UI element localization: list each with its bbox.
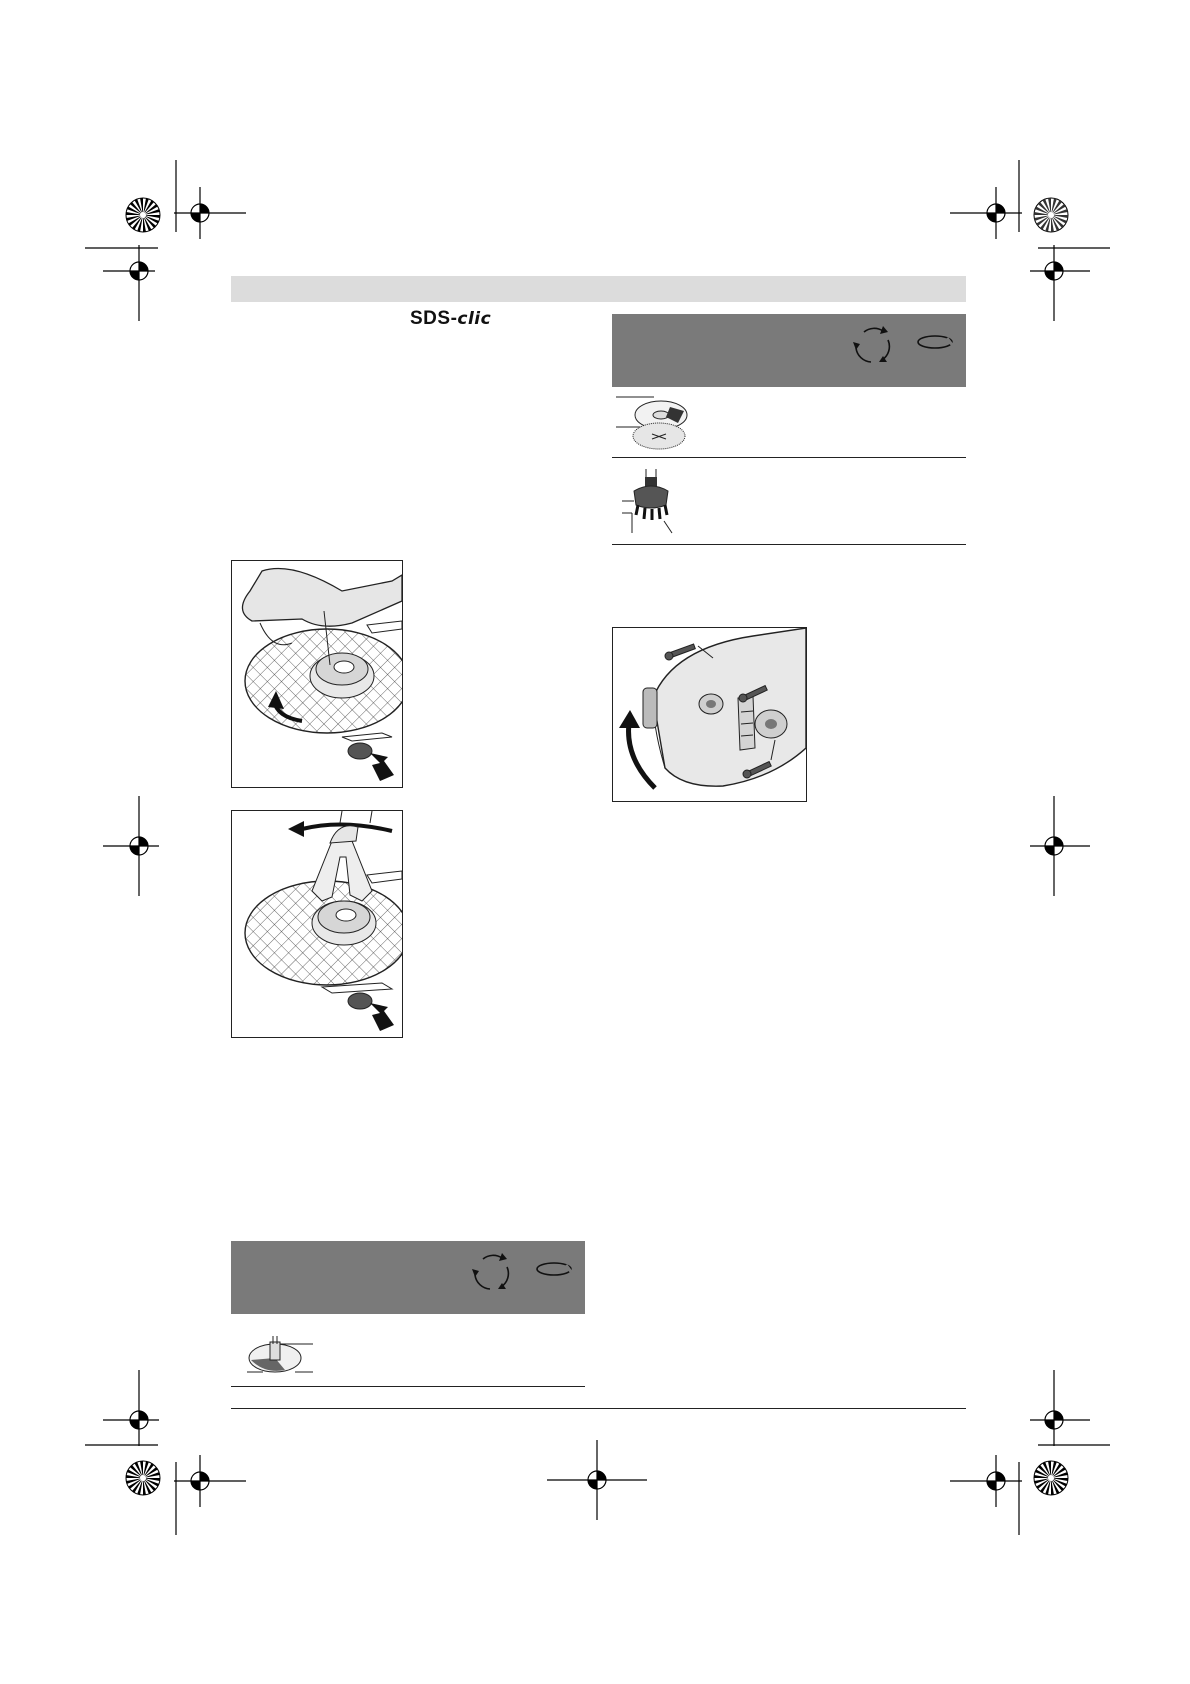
wire-cup-brush-thumbnail xyxy=(620,467,690,537)
grinder-head-illustration xyxy=(613,628,806,801)
mount-disc-figure xyxy=(231,560,403,788)
logo-suffix: clic xyxy=(457,309,492,329)
registration-mark-icon xyxy=(950,187,1022,239)
registration-mark-icon xyxy=(103,796,159,896)
table-rule xyxy=(612,457,966,458)
guard-adjust-figure xyxy=(612,627,807,802)
grinding-disc-thumbnail xyxy=(614,393,694,455)
accessories-header-box xyxy=(612,314,966,387)
color-wheel-icon xyxy=(1033,197,1069,233)
registration-mark-icon xyxy=(1030,1370,1090,1446)
registration-mark-icon xyxy=(1030,796,1090,896)
header-band xyxy=(231,276,966,302)
sds-clic-logo xyxy=(410,308,510,332)
registration-mark-icon xyxy=(103,1370,159,1446)
footer-rule xyxy=(231,1408,966,1409)
registration-mark-icon xyxy=(103,245,155,321)
registration-mark-icon xyxy=(174,1455,246,1507)
ring-icon xyxy=(915,332,955,352)
registration-mark-icon xyxy=(950,1455,1022,1507)
table-rule xyxy=(231,1386,585,1387)
wrench-disc-figure xyxy=(231,810,403,1038)
registration-mark-icon xyxy=(174,187,246,239)
recycle-icon xyxy=(466,1247,516,1297)
color-wheel-icon xyxy=(1033,1460,1069,1496)
recycle-icon xyxy=(847,320,897,370)
logo-main: SDS- xyxy=(410,308,458,329)
two-pin-spanner-illustration xyxy=(232,811,402,1037)
registration-mark-icon xyxy=(1030,245,1090,321)
ring-icon xyxy=(534,1259,574,1279)
clamping-nut-hand-illustration xyxy=(232,561,402,787)
accessories-header-box-left xyxy=(231,1241,585,1314)
color-wheel-icon xyxy=(125,1460,161,1496)
cutting-disc-thumbnail xyxy=(245,1334,319,1378)
table-rule xyxy=(612,544,966,545)
color-wheel-icon xyxy=(125,197,161,233)
registration-mark-icon xyxy=(547,1440,647,1520)
